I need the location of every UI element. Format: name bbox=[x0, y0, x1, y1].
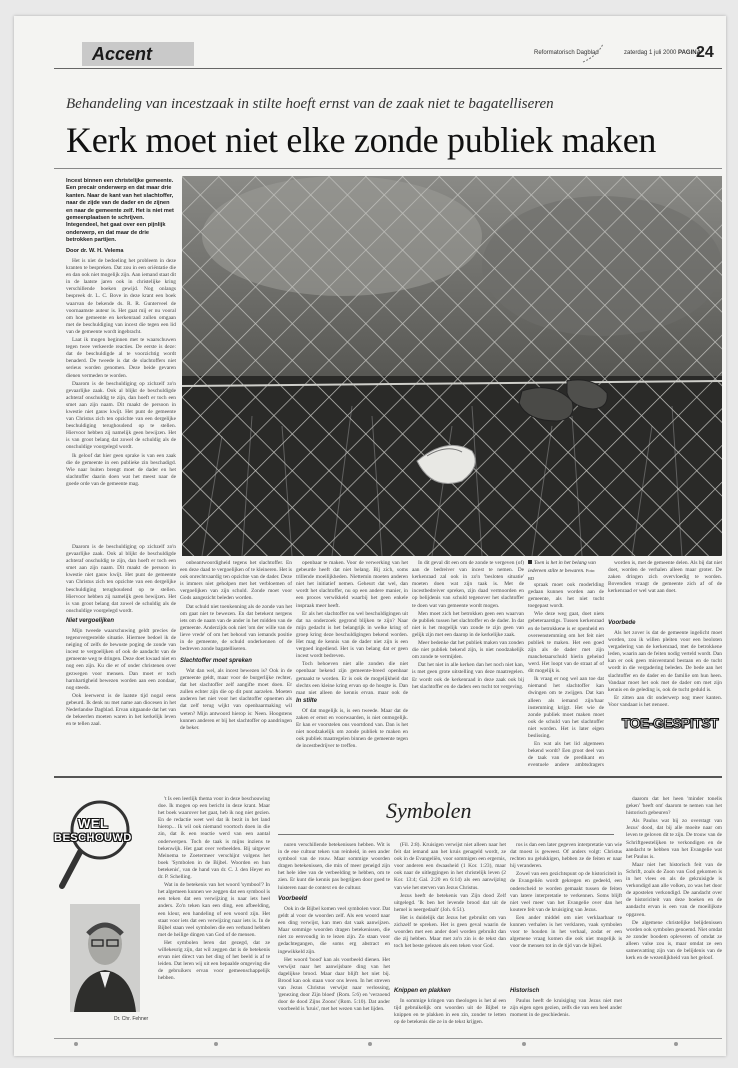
paragraph: In sommige kringen van theologen is het al een tijd gebruikelijk om woorden uit de Bijbel te knippen en te plakken in een zin, zonder te letten op de betekenis die ze in de tekst krijgen. bbox=[394, 998, 506, 1026]
article-byline: Door dr. W. H. Velema bbox=[66, 248, 124, 254]
paragraph: Het is niet de bedoeling het probleem in deze kranten te bespreken. Dat zou in een oriëntatie die en dan ook niet mogelijk zijn. Aan iemand staat dit in de laatste jaren ook in christelijke kring verschillende boeken gewijd. Nog onlangs bespreek dr. L. C. Bove in deze krant een boek waarvan de bekende ds. R. R. Gunterveel de voornaamste auteur is. Het gaat mij er nu vooral om hoe gemeente en kerkenraad zullen omgaan met de beschuldiging van incest die tegen een lid van de gemeente wordt ingebracht. bbox=[66, 258, 176, 335]
paragraph: Ook in de Bijbel komen veel symbolen voor. Dat geldt al voor de woorden zelf. Als een woord naar een ding verwijst, kan men dat vaak aanwijzen. Maar sommige woorden dragen betekenissen, die niet zo eenvoudig in te lezen zijn. Zo staan voor gedachtegangen, die soms erg abstract en ingewikkeld zijn. bbox=[278, 906, 390, 955]
article-column-1b bbox=[66, 544, 176, 614]
footer-rule bbox=[54, 1038, 722, 1039]
toe-gespitst-logo-art bbox=[618, 710, 722, 736]
page-header bbox=[14, 42, 726, 66]
paragraph: Daarom is de beschuldiging op zichzelf zo'n gevaarlijke zaak. Ook al blijkt de beschuldigde achteraf onschuldig te zijn, dan hoeft er toch een smet aan zijn naam. Dit maakt de persoon in kwestie niet gauw kwijt. Het punt de gemeente van Christus zich ten opzichte van een dergelijke beschuldiging terughoudend op te stellen. Hiervoor hebben zij namelijk geen bewijzen. Het is van groot belang dat zowel de schuldig als de onschuldige voorgelegd wordt. bbox=[66, 380, 176, 451]
portrait-caption: Dr. Chr. Fehner bbox=[114, 1016, 149, 1022]
paragraph: Mijn tweede waarschuwing geldt precies de tegenovergestelde situatie. Hiermee bedoel ik de neiging of zelfs de bewuste poging de zonde van incest te vergoelijken of ook de aandacht van de gemeente weg te dringen. Deze doet kwaad niet en nog een zijn. Ku die er of onder christenen over gezwegen voor mensen. Dan moet er toch harnhartigheid bewezen worden aan een zondaar, nog steeds. bbox=[66, 628, 176, 691]
article-column-1c bbox=[66, 628, 176, 768]
headline-rule bbox=[54, 168, 722, 169]
paragraph: Het woord 'bood' kan als voorbeeld dienen. Het verwijst naar het aanwijsbare ding van het dagelijkse brood. Maar daar blijft het niet bij. Brood kan ook staan voor ons leven. In het streven van Jezus Christus verwijst naar verlossing, 'genezing door Zijn bloed' (Rom. 5:6) en 'verzoend door de dood Zijns Zoons' (Rom. 5:10). Dat ander voorbeeld is 'kruis', met het wezen van het lijden. bbox=[278, 956, 390, 1013]
badge-line-1: WEL bbox=[78, 816, 109, 831]
header-rule bbox=[54, 68, 722, 69]
registration-mark bbox=[522, 1042, 526, 1046]
photo-credit: Foto: RD bbox=[528, 568, 596, 581]
column-col-2 bbox=[278, 842, 390, 892]
paragraph: Maar niet het historisch feit van de Schrift, zoals de Zoon van God gekomen is in het vlees en als de gekruisigde is verkondigd aan alle volken, zo was het door de apostelen verkondigd. De aandacht over de historiciteit van deze boeken en de aandacht ervan is een van de moeilijkste opgaven. bbox=[626, 861, 722, 918]
article-intro: Incest binnen een christelijke gemeente. Een precair onderwerp en dat maar drie kanten. Naar de kant van het slachtoffer, naar de zijde van de dader en de zijnen en naar de gemeente zelf. Het is niet met gemeenplaatsen te schrijven. Integendeel, het gaat over een pijnlijk onderwerp, en dat maar de drie betrokken partijen. bbox=[66, 178, 174, 244]
registration-mark bbox=[674, 1042, 678, 1046]
paragraph: Laat ik mogen beginnen met te waarschuwen tegen twee verkeerde reacties. De eerste is deze: dat de beschuldigde al te voorzichtig wordt benaderd. De tweede is dat de slachtoffers niet serieus worden genomen. Deze beide gevaren dienen vermeden te worden. bbox=[66, 337, 176, 379]
swoosh-icon bbox=[579, 42, 609, 64]
paragraph: En wat als het lid algemeen bekend wordt? Een groot deel van de taak van de predikant en eventuele andere ambtsdragers bbox=[528, 741, 604, 768]
fence-shoes-photo bbox=[182, 176, 722, 556]
section-title: Accent bbox=[92, 44, 153, 64]
paragraph: Ook leerwerst is de laatste tijd nogal eens gebeurd. Ik denk nu met name aan diocesen in het Nederlandse Dagblad. Ervan uitgaande dat het van de bekeerlen moeten waren in het kerkelijk leven en te tellen zaal. bbox=[66, 692, 176, 728]
paragraph: Zowel van een gezichtspunt op de historiciteit in de Evangeliën wordt gekregen en gedeeld, een onderscheid te worden gemaakt tussen de feiten van latere interpretatie te verkennen. Soms blijft niet veel meer van het Evangelie over dan het koutere feit van de kruisiging van Jezus. bbox=[510, 871, 622, 913]
paragraph: Het symbolen leren dat gezegd, dat ze willekeurig zijn, dat wil zeggen dat is de betekenis ervan niet direct van het ding of het beeld is af te leiden. Dat leren wij uit een bepaalde omgeving die de gebruikers ervan voor gemeenschappelijk hebben. bbox=[158, 939, 270, 982]
paragraph: Dat schuld niet toenkenning als de zonde van het om gaat niet te bewezen. En dat betekent nergens iets om de naam van de ander in het midden van de gemeente. Anderzijds ook niet 'om der wille van de lieve vrede' of om het behoud van iemands positie in de gemeente, de schuld onderkennen of de bedreven zonde bagatelliseren. bbox=[180, 603, 292, 653]
article-headline: Kerk moet niet elke zonde publiek maken bbox=[66, 120, 657, 160]
paragraph: Of dat mogelijk is, is een tweede. Maar dat de zaken er ernst en voorwaarden, is niet onmogelijk. Er kan er voorstelen ons voortdond van. Dan is het niet noodzakelijk om zonde publiek te maken en ook publiek maatregelen binnen de gemeente tegen de incestbedrijver te treffen. bbox=[296, 708, 408, 750]
paragraph: De algemene christelijke belijdenissen worden ook symbolen genoemd. Niet omdat ze zonder boodem opleveren of omdat ze alleen valse zou is, maar omdat ze een samenvatting zijn van de belijdenis van de kerk en de wezenlijkheid van het geloof. bbox=[626, 919, 722, 962]
subheading-voorbeeld: Voorbeeld bbox=[278, 896, 308, 902]
paragraph: Wie deze weg gaat, doet niets gebeteraarstigs. Tussen kerkenraad en de betrokkene is er openheid en overeenstemming om het feit niet publiek te maken. Het een goed zijn als de dader met zijn manchetaarschuld hierin geheind werd. Het loopt van de straat af of dit mogelijk is. bbox=[528, 611, 604, 675]
paragraph: Wat in de betekenis van het woord 'symbool'? In het algemeen kunnen we zeggen dat een symbool is een teken dat een verwijzing is naar iets heel anders. Zo'n teken kan een ding, een afbeelding, een kleur, een handeling of een woord zijn. Het staat voor iets dat een verwijzing naar iets is. In de Bijbel staan veel symbolen die een verband hebben met de heilige dingen van God of de mensen. bbox=[158, 882, 270, 938]
column-col-3b bbox=[394, 998, 506, 1032]
paragraph: Meer bedenke dat het publiek maken van zonden die niet publiek bekend zijn, is niet noodzakelijk om zonde te vermijden. bbox=[412, 640, 524, 661]
registration-mark bbox=[74, 1042, 78, 1046]
article-column-2 bbox=[180, 560, 292, 654]
magnifier-icon bbox=[56, 796, 152, 892]
paragraph: onbeantwoordigheid tegens het slachtoffer. En een deze daad te vergoelijken of te kleineren. Het is ook onrechtvaardig ten opzichte van de dader. Deze is immers niet geholpen met het verbloemen of vergoelijken van zijn schuld. Zonde moet voor Gods aangezicht beleden worden. bbox=[180, 560, 292, 602]
paragraph: Ik vraag er nog wel aan toe dat niemand het slachtoffer kan dwingen om te zwijgen. Dat kan alleen als iemand zijn/haar instemming krijgt. Het wie de zonde publiek moet maken moet ook de schuld van het slachtoffer niet worden. Het is later eigen beslissing. bbox=[528, 676, 604, 739]
subheading-slachtoffer-moet-spreken: Slachtoffer moet spreken bbox=[180, 658, 252, 664]
paragraph: Ik geloof dat hier geen sprake is van een zaak die de gemeente in een publieke zin beschadigd. Wie naar buiten brengt moet de dader en het slachtoffer daarin doen wat het meest naar de goede orde van de gemeente mag. bbox=[66, 452, 176, 487]
section-divider bbox=[54, 776, 722, 778]
column-col-1 bbox=[158, 796, 270, 1032]
author-portrait bbox=[70, 904, 140, 1012]
paragraph: Men moet zich het betrokken geen een waarvan de publiek tussen het slachtoffer en de dader. In dat niet is het mogelijk van zonde te zijn geen van gelijk zijn met een daarop in de kerkelijke zaak. bbox=[412, 610, 524, 638]
paragraph: Een ander middel om niet verklaarbaar te kunnen verhalen is het verklaren, vaak symbolen voor te houden in het verhaal, zodat er een algemene vraag komen die ook niet mogelijk is voor de mensen tot in de tijd van de bijbel. bbox=[510, 914, 622, 950]
column-col-2b bbox=[278, 906, 390, 1032]
subheading-voorbede: Voorbede bbox=[608, 620, 636, 626]
article-column-6 bbox=[608, 560, 722, 616]
article-column-3b bbox=[296, 708, 408, 768]
paragraph: Daarom is de beschuldiging op zichzelf zo'n gevaarlijke zaak. Ook al blijkt de beschuldigde achteraf onschuldig te zijn, dan hoeft er toch een smet aan zijn naam. Dit maakt de persoon in kwestie niet gauw kwijt. Het punt de gemeente van Christus zich ten opzichte van een dergelijke beschuldiging terughoudend op te stellen. Hiervoor hebben zij namelijk geen bewijzen. Het is van groot belang dat zowel de schuldig als de onschuldige voorgelegd wordt. bbox=[66, 544, 176, 614]
paragraph: worden is, met de gemeente delen. Als bij dat niet doet, worden de verhalen alleen maar groter. De zaken dringen zich overvloedig te worden. Bovendien vraagt de gemeente zich af of de kerkenraad er wel wat aan doet. bbox=[608, 560, 722, 595]
column-title: Symbolen bbox=[386, 798, 472, 823]
paragraph: spraak moet ook moderlding gedaan kunnen worden aan de gemeente, als het niet tucht toegepast wordt. bbox=[528, 582, 604, 610]
badge-line-2: BESCHOUWD bbox=[54, 832, 132, 844]
paragraph: Jezus heeft de betekenis van Zijn dood Zelf uitgelegd. 'Ik ben het levende brood dat uit de hemel is neergedaalt' (Joh. 6:51). bbox=[394, 892, 506, 913]
page-number: 24 bbox=[696, 44, 714, 61]
paragraph: Er als het slachtoffer nu wel beschuldigingen uit dat na onderzoek gegrond blijken te zijn? Naar mijn gedacht is het belangrijk in welke kring of groep kring deze beschuldigingen bekend worden. Het mag de kennis van de dader niet zijn is een vergoed ingediend. Het is van belang dat er geen incest wordt bedreven. bbox=[296, 610, 408, 660]
subheading-knippen-en-plakken: Knippen en plakken bbox=[394, 988, 451, 994]
paragraph: Paulus heeft de kruisiging van Jezus niet met zijn eigen ogen gezien, zelfs die van een heel ander moment in de geschiedenis. bbox=[510, 998, 622, 1019]
article-column-5 bbox=[528, 582, 604, 768]
wel-beschouwd-badge bbox=[54, 796, 144, 876]
registration-mark bbox=[368, 1042, 372, 1046]
subheading-niet-vergoelijken: Niet vergoelijken bbox=[66, 618, 115, 624]
paragraph: Als Paulus wat bij zo overstagt van Jezus' dood, dat bij alle moeite naar om leven te geloven dit te zijn. De trouw van de Schriftgeestelijken te verkondigen en de aandacht te hebben van het Evangelie wat het Paulus is. bbox=[626, 818, 722, 860]
paragraph: openbaar te maken. Voor de verwerking van het gebeurde heeft dat niet belang. Bij zich, soms trillende moeilijkheden. Niettemin moeten anderen niet het initiatief nemen. Geheurt dat wel, dan wordt het slachtoffer, nu op een andere manier, in een proces verwikkeld waarbij het geen enkele inspraak meer heeft. bbox=[296, 560, 408, 609]
svg-text:TOE-GESPITST: TOE-GESPITST bbox=[621, 715, 719, 731]
column-col-3 bbox=[394, 842, 506, 984]
article-column-2b bbox=[180, 668, 292, 768]
article-column-4 bbox=[412, 560, 524, 768]
paragraph: Het is duidelijk dat Jezus het gebruikt om van zichzelf te spreken. Het is geen geval waarin de woorden met een ander doel worden gebruikt dan die zij hebben. Maar met zo'n zin is de tekst dan toch het beste gelezen als een teken voor God. bbox=[394, 914, 506, 950]
toe-gespitst-logo bbox=[618, 710, 722, 736]
paragraph: nuren verschillende betekenissen hebben. Wit is in de ene cultuur teken van reinheid, in een ander symbool van de rouw. Maar sommige woorden dragen betekenissen, die min of meer geneigd zijn het hele idee van de verbeelding te hebben, om te zien. Er kunt die kennis pas begrijpen door goed te luisteren naar de context en de cultuur. bbox=[278, 842, 390, 891]
column-title-rule bbox=[278, 834, 614, 835]
paragraph: Toch behoeven niet alle zonden die niet openbaar bekend zijn gemeente-breed openbaar gemaakt te worden. Er is ook de mogelijkheid dat slechts een kleine kring ervan op de hoogte is. Dan mag niet alleen de kennis ervan, maar ook de bbox=[296, 661, 408, 694]
paper-name: Reformatorisch Dagblad bbox=[534, 50, 599, 56]
column-col-4b bbox=[510, 998, 622, 1032]
issue-date: zaterdag 1 juli 2000 PAGINA bbox=[624, 50, 701, 56]
paragraph: ros is dan een later gegeven interpretatie van wie dat moest is geweest. Of anders volgt: Christus rechten nu gelukkigen, hebben ze de feiten er naar hij veranderen. bbox=[510, 842, 622, 870]
article-column-1 bbox=[66, 258, 176, 540]
paragraph: Dat het niet in alle kerken dan het noch niet kan, is met geen grote uitstelling van deze maatregelen. Er wordt ook de kerkenraad in deze zaak ook bij het slachtoffer en de daders een tucht tot vergeving. bbox=[412, 662, 524, 690]
registration-mark bbox=[214, 1042, 218, 1046]
article-kicker: Behandeling van incestzaak in stilte hoeft ernst van de zaak niet te bagatelliseren bbox=[66, 96, 554, 112]
paragraph: 't Is een leerlijk thema voor in deze beschouwing doe. Ik mogen op een bericht in deze krant. Maar het boek waarover het gaat, heb ik nog niet gezien. En de redactie weet wel dat ik bezit in het land hierop... Ik wil ook niemand voortoch doen in die zin, dat ik een reactie werd van een aantal onderwerpen. Toch de taak is mijns inziens te bekenwijk. Het gaat over verbeelden. Bij uitgever Meinema te Zoetermeer verschijnt volgens het boek 'Symbolen in de Bijbel. Woorden en hun betekenis', van de hand van dr. C. J. den Heyer en dr. P. Schelling. bbox=[158, 796, 270, 881]
newspaper-page bbox=[14, 16, 726, 1056]
column-col-4 bbox=[510, 842, 622, 984]
subheading-historisch: Historisch bbox=[510, 988, 540, 994]
author-photo bbox=[70, 904, 140, 1012]
photo-caption: Toen is het in het belang van iedereen stilte te bewaren. Foto: RD bbox=[528, 560, 596, 581]
paragraph: Er zitten aan dit onderwerp nog meer kanten. Voor vandaag is het genoeg. bbox=[608, 694, 722, 706]
paragraph: Als het zover is dat de gemeente ingelicht moet worden, zou ik willen pleiten voor een beoloten vergadering van de kerkenraad, met de betrokkene leden, waarin aan de feiten nodig verteld wordt. Dan kan er ook geen misverstand bestaan en de tucht wordt in die vergadering beleden. De bede aan het slachtoffer en de dader en de familie om hun heen. Vandaar moet het ook met de dader om met zijn kennis en de geleding is, ook de tucht geduld is. bbox=[608, 630, 722, 693]
square-bullet-icon bbox=[528, 560, 532, 564]
column-col-5 bbox=[626, 796, 722, 1032]
paragraph: Wat dan wel, als incest bewezen is? Ook in de gemeente geldt, maar voor de burgerlijke rechter, dat het slachtoffer zelf aangifte moet doen. Er zullen echter zijn die op dit punt aarzelen. Moeten anderen het niet voor het slachtoffer opnemen als dat zelf terug wijkt van openbaarmaking wil weten? Mijn antwoord hierop is: Neen. Hoogstens kunnen anderen er bij het slachtoffer op aandringen de beker. bbox=[180, 668, 292, 731]
article-column-6b bbox=[608, 630, 722, 706]
article-photo bbox=[182, 176, 722, 556]
article-column-3 bbox=[296, 560, 408, 694]
paragraph: In dit geval dit een om de zonde te vergeven (of) aan de bedreiver van incest te nemen. De kerkenraad zal ook in zo'n 'besloten situatie' moeten doen wat zijn taak is. Met de incestbedreiver spreken, zijn daad vermoorden en op belijdenis van schuld tegenover het slachtoffer te doen wat van gemeente wordt mogen. bbox=[412, 560, 524, 609]
subheading-in-stilte: In stilte bbox=[296, 698, 318, 704]
paragraph: (Fil. 2:8). Kruisigen verwijst niet alleen naar het feit dat iemand aan het kruis genageld wordt, ze ook in de Evangeliën, voor sommigen een ergernis, voor anderen een dwaasheid (1 Kor. 1:23), maar ook naar de uitleggingen in het christelijk leven (2 Kor. 13:4; Gal. 2:20 en 6:14) als een aanwijzing van wie het sterven van Jezus Christus. bbox=[394, 842, 506, 891]
paragraph: daarom dat het heen 'minder tonelis geken' 'heeft om' daarom te nemen van het historisch gebeuren? bbox=[626, 796, 722, 817]
